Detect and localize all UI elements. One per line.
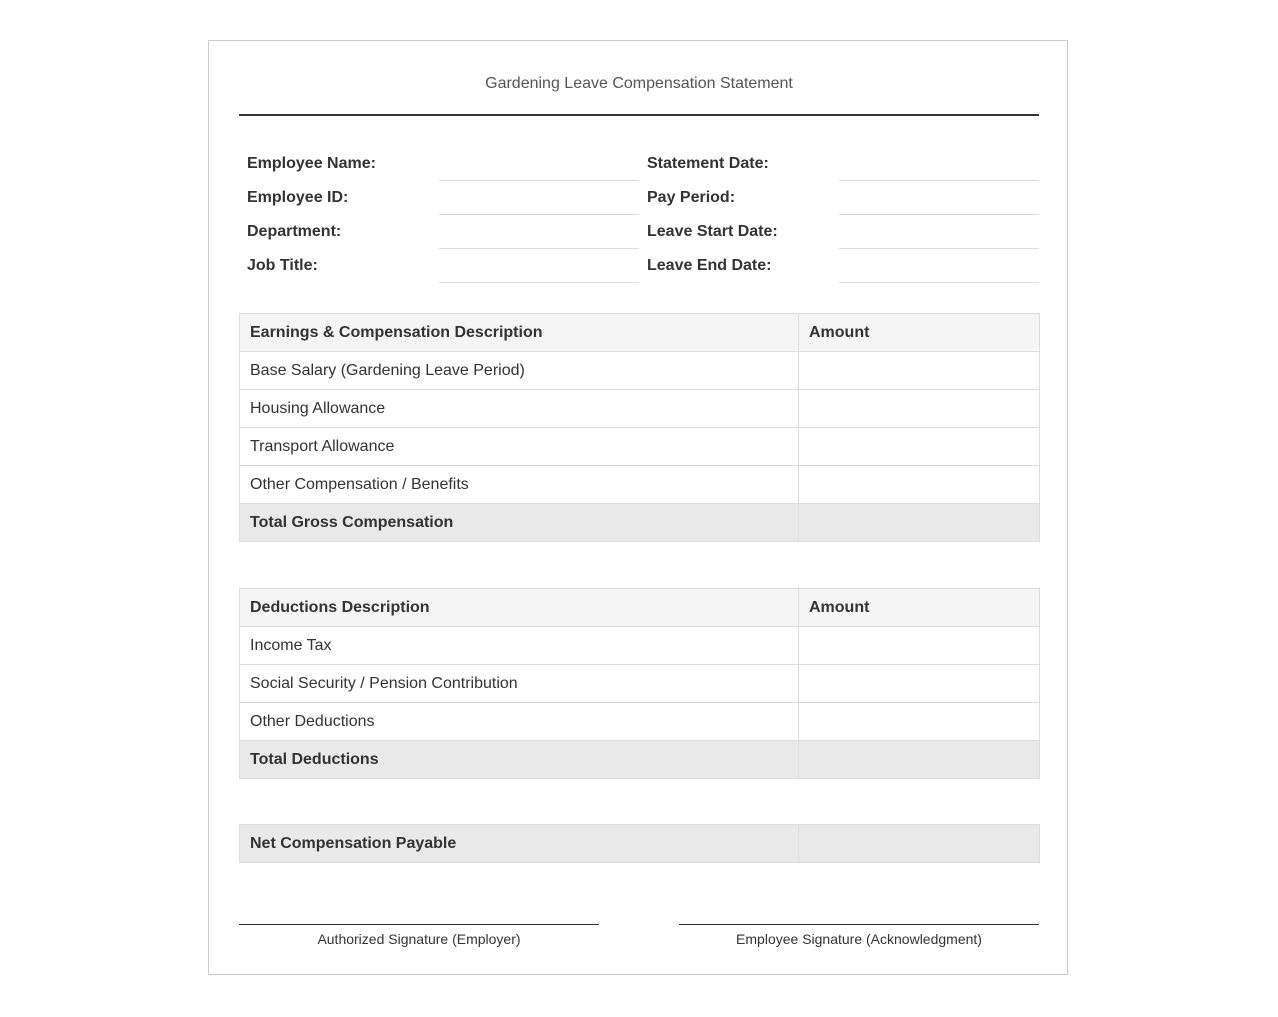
deductions-amount-header: Amount [799,589,1040,627]
employee-info-section [239,147,1039,283]
employer-signature-block [239,924,599,947]
table-row [240,428,1040,466]
net-compensation-row [240,825,1040,863]
table-row [240,352,1040,390]
leave-end-date-field[interactable] [839,282,1039,283]
earnings-table [239,313,1040,542]
earnings-amount-cell[interactable] [799,466,1040,504]
deductions-description-cell: Other Deductions [240,703,799,741]
table-row [240,466,1040,504]
statement-page [208,40,1068,975]
employee-signature-block [679,924,1039,947]
employee-signature-label: Employee Signature (Acknowledgment) [736,931,982,947]
total-deductions-amount[interactable] [799,741,1040,779]
earnings-amount-header: Amount [799,314,1040,352]
job-title-label: Job Title: [247,257,318,274]
deductions-table [239,588,1040,779]
table-row [240,390,1040,428]
deductions-amount-cell[interactable] [799,665,1040,703]
earnings-description-cell: Other Compensation / Benefits [240,466,799,504]
document-title: Gardening Leave Compensation Statement [485,75,793,92]
employee-id-label: Employee ID: [247,189,349,206]
deductions-description-cell: Social Security / Pension Contribution [240,665,799,703]
table-row [240,703,1040,741]
statement-date-label: Statement Date: [647,155,769,172]
leave-end-date-label: Leave End Date: [647,257,772,274]
title-divider [239,114,1039,116]
earnings-description-cell: Transport Allowance [240,428,799,466]
deductions-amount-cell[interactable] [799,703,1040,741]
leave-start-date-label: Leave Start Date: [647,223,778,240]
table-row [240,627,1040,665]
job-title-field[interactable] [439,282,639,283]
deductions-description-header: Deductions Description [240,589,799,627]
pay-period-label: Pay Period: [647,189,736,206]
total-gross-label: Total Gross Compensation [240,504,799,542]
earnings-description-header: Earnings & Compensation Description [240,314,799,352]
net-compensation-table [239,824,1040,863]
info-row [239,147,1039,181]
net-compensation-label: Net Compensation Payable [240,825,799,863]
info-row [239,215,1039,249]
deductions-amount-cell[interactable] [799,627,1040,665]
earnings-amount-cell[interactable] [799,352,1040,390]
earnings-description-cell: Housing Allowance [240,390,799,428]
earnings-description-cell: Base Salary (Gardening Leave Period) [240,352,799,390]
total-deductions-label: Total Deductions [240,741,799,779]
table-header-row [240,589,1040,627]
employee-signature-line[interactable] [679,924,1039,925]
earnings-amount-cell[interactable] [799,390,1040,428]
total-gross-amount[interactable] [799,504,1040,542]
earnings-amount-cell[interactable] [799,428,1040,466]
deductions-description-cell: Income Tax [240,627,799,665]
employer-signature-label: Authorized Signature (Employer) [317,931,521,947]
deductions-total-row [240,741,1040,779]
net-compensation-amount[interactable] [799,825,1040,863]
table-row [240,665,1040,703]
employee-name-label: Employee Name: [247,155,376,172]
earnings-total-row [240,504,1040,542]
employer-signature-line[interactable] [239,924,599,925]
info-row [239,181,1039,215]
table-header-row [240,314,1040,352]
department-label: Department: [247,223,342,240]
info-row [239,249,1039,283]
